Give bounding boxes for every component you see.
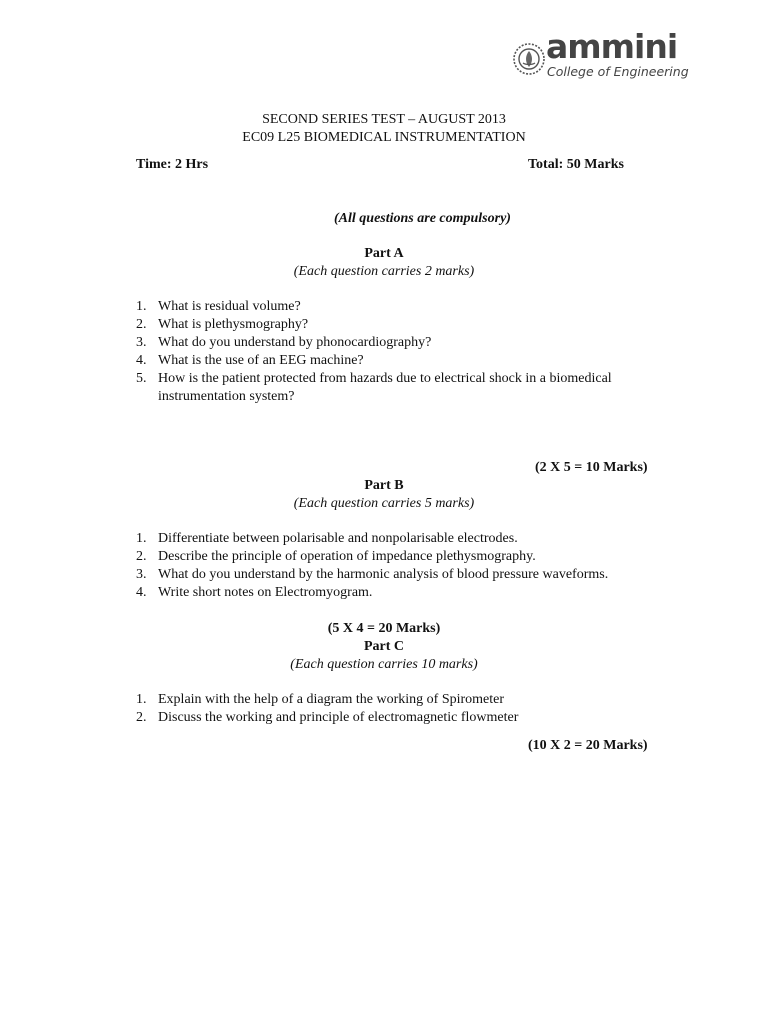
- part-a-note: (Each question carries 2 marks): [293, 264, 475, 279]
- question-text: What do you understand by phonocardiography?: [158, 335, 432, 350]
- test-title: SECOND SERIES TEST – AUGUST 2013: [262, 112, 506, 127]
- question-text: Describe the principle of operation of impedance plethysmography.: [158, 549, 536, 564]
- question-text: Discuss the working and principle of electromagnetic flowmeter: [158, 710, 519, 725]
- list-item: [136, 316, 308, 334]
- question-text: How is the patient protected from hazards due to electrical shock in a biomedical: [158, 371, 612, 386]
- part-a-marks: (2 X 5 = 10 Marks): [535, 460, 648, 475]
- part-c-note: (Each question carries 10 marks): [290, 657, 478, 672]
- question-text: Explain with the help of a diagram the working of Spirometer: [158, 692, 505, 707]
- question-text: Write short notes on Electromyogram.: [158, 585, 373, 600]
- question-number: 3.: [136, 335, 147, 350]
- total-marks-label: Total: 50 Marks: [528, 157, 624, 172]
- college-logo: [511, 27, 691, 84]
- part-b-marks: (5 X 4 = 20 Marks): [327, 621, 441, 636]
- question-text: What is the use of an EEG machine?: [158, 353, 364, 368]
- question-number: 2.: [136, 549, 147, 564]
- question-text: Differentiate between polarisable and nonpolarisable electrodes.: [158, 531, 518, 546]
- question-number: 1.: [136, 531, 147, 546]
- list-item: [136, 334, 431, 352]
- part-c-marks: (10 X 2 = 20 Marks): [528, 738, 648, 753]
- list-item: [136, 352, 364, 370]
- time-label: Time: 2 Hrs: [136, 157, 209, 172]
- question-text: What is residual volume?: [158, 299, 301, 314]
- question-text: What is plethysmography?: [158, 317, 309, 332]
- question-number: 4.: [136, 585, 147, 600]
- part-a-title: Part A: [364, 246, 404, 261]
- question-number: 2.: [136, 710, 147, 725]
- list-item: [136, 566, 608, 584]
- question-number: 4.: [136, 353, 147, 368]
- part-c-title: Part C: [363, 639, 405, 654]
- question-number: 5.: [136, 371, 147, 386]
- question-number: 1.: [136, 299, 147, 314]
- instruction-text: (All questions are compulsory): [334, 211, 511, 226]
- part-b-title: Part B: [364, 478, 404, 493]
- question-number: 1.: [136, 692, 147, 707]
- list-item: [136, 548, 536, 566]
- list-item: [136, 298, 301, 316]
- course-title: EC09 L25 BIOMEDICAL INSTRUMENTATION: [242, 130, 526, 145]
- college-emblem-icon: [511, 38, 547, 80]
- logo-name: ammini: [546, 27, 678, 66]
- list-item: [136, 709, 518, 727]
- question-text: What do you understand by the harmonic analysis of blood pressure waveforms.: [158, 567, 609, 582]
- question-number: 2.: [136, 317, 147, 332]
- list-item: [136, 370, 612, 406]
- list-item: [136, 530, 518, 548]
- part-b-note: (Each question carries 5 marks): [293, 496, 475, 511]
- question-number: 3.: [136, 567, 147, 582]
- list-item: [136, 691, 504, 709]
- question-text-continuation: instrumentation system?: [158, 389, 295, 404]
- list-item: [136, 584, 372, 602]
- logo-subtitle: College of Engineering: [547, 64, 689, 79]
